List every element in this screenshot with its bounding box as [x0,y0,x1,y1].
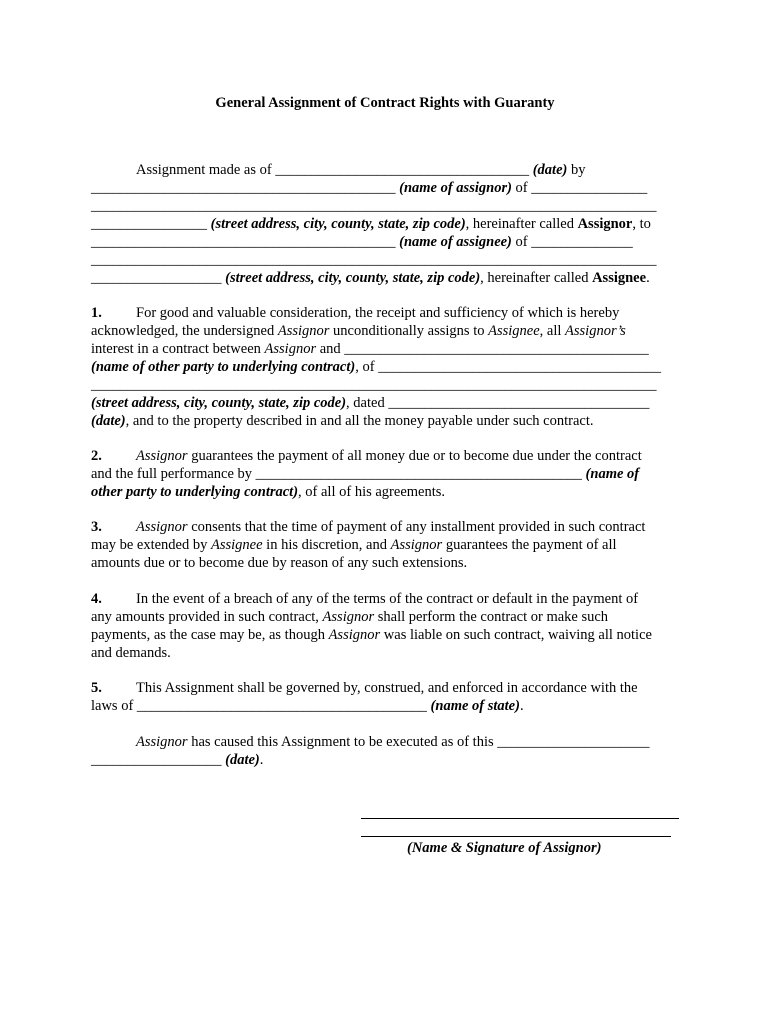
assignor-address-blank[interactable]: ______________________________________________________________________________ [91,198,657,214]
section-4-line-1: 4. In the event of a breach of any of the terms of the contract or default in the payment of [91,591,639,607]
assignee-address-blank[interactable]: ______________________________________________________________________________ [91,252,657,268]
section-1-line-6: (street address, city, county, state, zip code), dated ____________________________________ [91,395,650,411]
closing-line-1: Assignor has caused this Assignment to be executed as of this _____________________ [136,734,650,750]
signature-line-2[interactable] [361,836,671,837]
section-4-line-3: payments, as the case may be, as though Assignor was liable on such contract, waiving all notice [91,627,652,643]
section-4-line-4: and demands. [91,645,171,661]
section-2-line-1: 2. Assignor guarantees the payment of all money due or to become due under the contract [91,448,642,464]
closing-line-2: __________________ (date). [91,752,264,768]
section-1-line-4: (name of other party to underlying contract), of _______________________________________ [91,359,661,375]
intro-line-2: __________________________________________ (name of assignor) of ________________ [91,180,648,196]
section-2-line-2: and the full performance by _____________________________________________ (name of [91,466,640,482]
intro-line-3 [91,197,657,215]
section-1-line-1: 1. For good and valuable consideration, the receipt and sufficiency of which is hereby [91,305,620,321]
other-party-blank[interactable]: __________________________________________ [344,341,649,357]
assignor-address-blank-2[interactable]: ________________ [91,216,207,232]
document-title: General Assignment of Contract Rights with Guaranty [215,95,555,111]
execution-day-blank[interactable]: _____________________ [497,734,650,750]
other-party-address-blank[interactable]: ______________________________________________________________________________ [91,377,657,393]
intro-line-5: __________________________________________ (name of assignee) of ______________ [91,234,633,250]
intro-line-6 [91,251,657,269]
section-1-line-5 [91,376,657,394]
section-3-line-3: amounts due or to become due by reason of any such extensions. [91,555,468,571]
section-5-line-1: 5. This Assignment shall be governed by, construed, and enforced in accordance with the [91,680,638,696]
section-3-number: 3. [91,519,102,535]
assignee-name-blank[interactable]: __________________________________________ [91,234,396,250]
assignee-address-blank-2[interactable]: __________________ [91,270,222,286]
assignor-name-blank[interactable]: __________________________________________ [91,180,396,196]
section-2-number: 2. [91,448,102,464]
assignee-of-blank[interactable]: ______________ [531,234,633,250]
signature-line-1[interactable] [361,818,679,819]
other-party-of-blank[interactable]: _______________________________________ [378,359,661,375]
section-3-line-1: 3. Assignor consents that the time of payment of any installment provided in such contract [91,519,646,535]
state-blank[interactable]: ________________________________________ [136,698,427,714]
section-5-number: 5. [91,680,102,696]
contract-date-blank[interactable]: ____________________________________ [388,395,650,411]
section-5-line-2: laws of ________________________________________ (name of state). [91,698,524,714]
section-4-number: 4. [91,591,102,607]
section-1-line-3: interest in a contract between Assignor and __________________________________________ [91,341,649,357]
intro-line-4: ________________ (street address, city, county, state, zip code), hereinafter called Assignor, to [91,216,651,232]
section-1-number: 1. [91,305,102,321]
section-2-line-3: other party to underlying contract), of all of his agreements. [91,484,446,500]
performance-party-blank[interactable]: _____________________________________________ [255,466,582,482]
intro-line-1: Assignment made as of ___________________________________ (date) by [136,162,586,178]
signature-caption: (Name & Signature of Assignor) [407,840,602,856]
execution-date-blank[interactable]: __________________ [91,752,222,768]
section-1-line-2: acknowledged, the undersigned Assignor unconditionally assigns to Assignee, all Assignor’s [91,323,626,339]
section-1-line-7: (date), and to the property described in and all the money payable under such contract. [91,413,594,429]
assignor-of-blank[interactable]: ________________ [531,180,648,196]
section-3-line-2: may be extended by Assignee in his discretion, and Assignor guarantees the payment of all [91,537,617,553]
intro-line-7: __________________ (street address, city, county, state, zip code), hereinafter called Assignee. [91,270,650,286]
section-4-line-2: any amounts provided in such contract, Assignor shall perform the contract or make such [91,609,609,625]
date-blank[interactable]: ___________________________________ [275,162,530,178]
